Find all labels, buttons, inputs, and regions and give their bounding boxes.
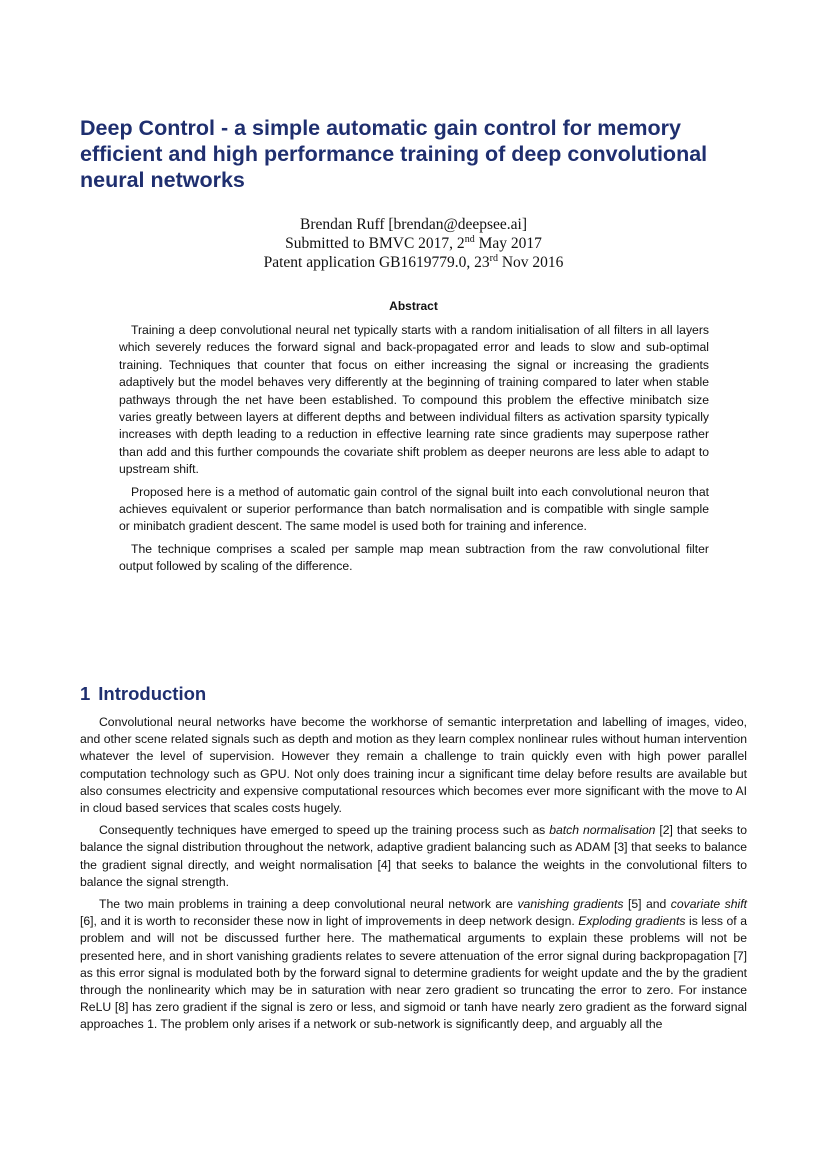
author-block bbox=[0, 215, 827, 272]
abstract-paragraph: Training a deep convolutional neural net typically starts with a random initialisation of all filters in all layers which severely reduces the forward signal and back-propagated error and leads to slow and sub-optimal training. Techniques that counter that focus on either increasing the signal or increasing the gradients adaptively but the model behaves very differently at the beginning of training compared to later when stable pathways through the net have been established. To compound this problem the effective minibatch size varies greatly between layers at different depths and between individual filters as activation sparsity typically increases with depth leading to a reduction in effective learning rate since gradients may superpose rather than add and this further compounds the covariate shift problem as deeper neurons are less able to adapt to upstream shift. bbox=[119, 323, 709, 477]
body-paragraph: Convolutional neural networks have become the workhorse of semantic interpretation and labelling of images, video, and other scene related signals such as depth and motion as they learn complex nonlinear rules without human intervention whatever the level of supervision. However they remain a challenge to train quickly even with high power parallel computation technology such as GPU. Not only does training incur a significant time delay before results are available but also consumes electricity and expensive computational resources which becomes ever more significant with the move to AI in cloud based services that scales costs hugely. bbox=[80, 715, 747, 816]
patent-line: Patent application GB1619779.0, 23rd Nov 2016 bbox=[263, 252, 564, 271]
section-heading bbox=[80, 683, 206, 705]
body-paragraph: Consequently techniques have emerged to speed up the training process such as batch normalisation [2] that seeks to balance the signal distribution throughout the network, adaptive gradient balancing such as ADAM [3] that seeks to balance the gradient signal directly, and weight normalisation [4] that seeks to balance the weights in the convolutional filters to balance the signal strength. bbox=[80, 823, 747, 889]
section-title: Introduction bbox=[98, 683, 207, 704]
submission-line: Submitted to BMVC 2017, 2nd May 2017 bbox=[285, 233, 542, 252]
abstract-body bbox=[119, 322, 709, 581]
body-paragraph: The two main problems in training a deep convolutional neural network are vanishing gradients [5] and covariate shift [6], and it is worth to reconsider these now in light of improvements in deep network design. Exploding gradients is less of a problem and will not be discussed further here. The mathematical arguments to explain these problems will not be presented here, and in short vanishing gradients relates to severe attenuation of the error signal during backpropagation [7] as this error signal is modulated both by the forward signal to determine gradients for weight update and the by the gradient through the nonlinearity which may be in saturation with near zero gradient so truncating the error to zero. For instance ReLU [8] has zero gradient if the signal is zero or less, and sigmoid or tanh have nearly zero gradient as the forward signal approaches 1. The problem only arises if a network or sub-network is significantly deep, and arguably all the bbox=[80, 897, 747, 1032]
abstract-paragraph: Proposed here is a method of automatic gain control of the signal built into each convolutional neuron that achieves equivalent or superior performance than batch normalisation and is compatible with single sample or minibatch gradient descent. The same model is used both for training and inference. bbox=[119, 484, 709, 534]
abstract-paragraph: The technique comprises a scaled per sample map mean subtraction from the raw convolutional filter output followed by scaling of the difference. bbox=[119, 541, 709, 574]
section-number: 1 bbox=[80, 683, 91, 704]
section-body bbox=[80, 714, 747, 1039]
paper-title: Deep Control - a simple automatic gain control for memory efficient and high performance training of deep convolutional neural networks bbox=[80, 116, 708, 192]
author-line: Brendan Ruff [brendan@deepsee.ai] bbox=[299, 216, 528, 233]
abstract-heading: Abstract bbox=[389, 299, 438, 313]
